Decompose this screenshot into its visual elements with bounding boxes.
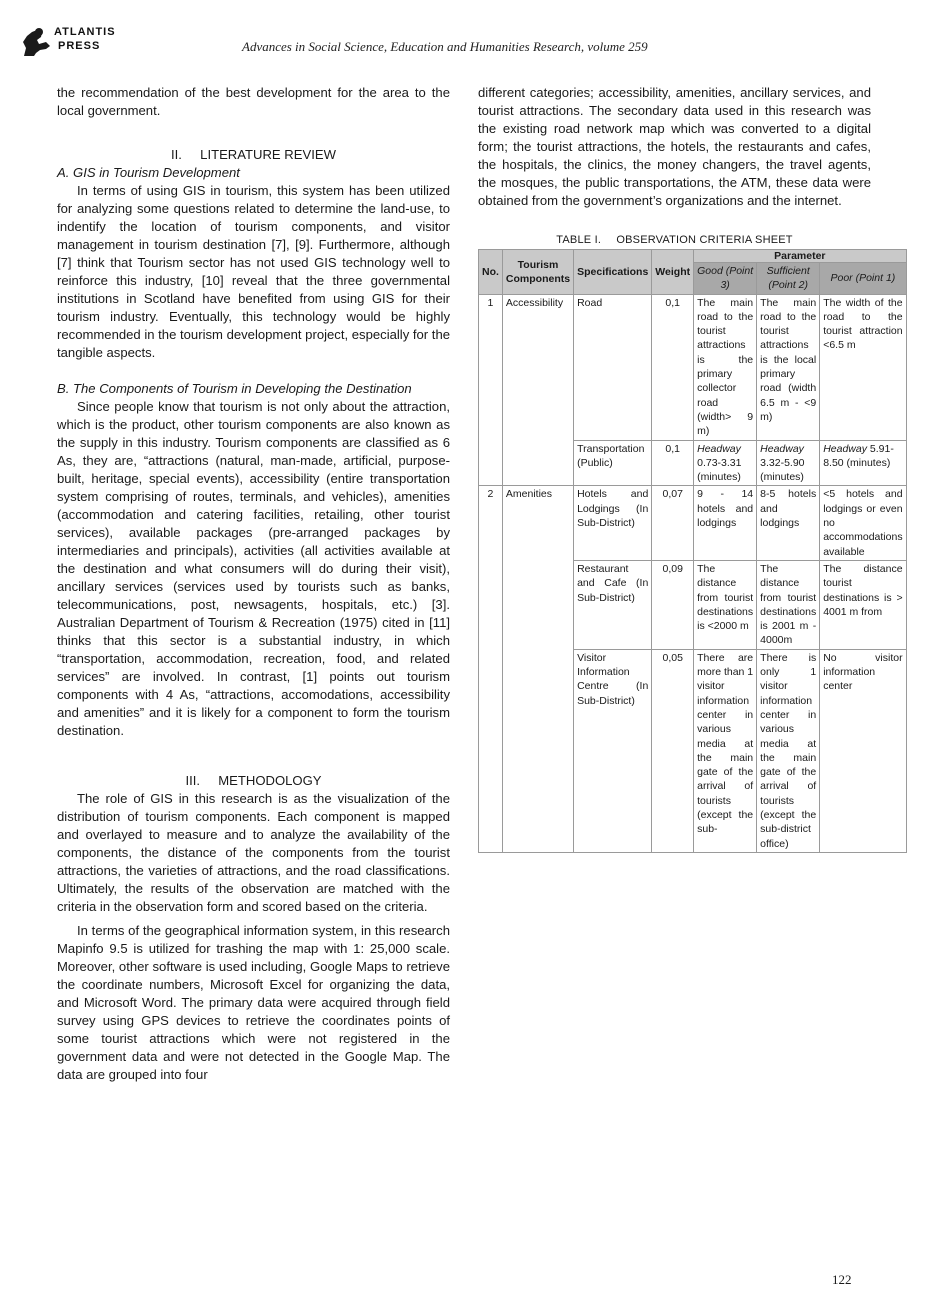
- cell-weight: 0,1: [652, 294, 694, 440]
- section-title: LITERATURE REVIEW: [200, 147, 336, 162]
- cell-component: Amenities: [502, 486, 573, 852]
- cell-poor: The width of the road to the tourist attraction <6.5 m: [820, 294, 906, 440]
- right-column: [478, 84, 871, 210]
- page-number: 122: [832, 1272, 852, 1287]
- cell-poor: The distance tourist destinations is > 4001 m from: [820, 560, 906, 649]
- cell-sufficient-italic: Headway: [760, 442, 804, 455]
- header-sufficient: Sufficient (Point 2): [757, 263, 820, 295]
- cell-sufficient: The main road to the tourist attractions is the local primary road (width 6.5 m - <9 m): [757, 294, 820, 440]
- section-title: METHODOLOGY: [218, 773, 322, 788]
- left-column: [57, 84, 450, 1084]
- cell-good: The distance from tourist destinations is <2000 m: [694, 560, 757, 649]
- cell-spec: Hotels and Lodgings (In Sub-District): [574, 486, 652, 560]
- paragraph-methodology-2: In terms of the geographical information system, in this research Mapinfo 9.5 is utilized for trashing the map with 1: 25,000 scale. Moreover, other software is used including, Google Maps to retrieve the coordinate numbers, Microsoft Excel for organizing the data, and Microsoft Word. The primary data were acquired through field survey using GPS devices to retrieve the coordinates points of some tourist attractions which were not registered in the government data and were not detected in the Google Map. The data are grouped into four: [57, 923, 450, 1082]
- cell-spec: Transportation (Public): [574, 440, 652, 486]
- paragraph-gis-tourism: In terms of using GIS in tourism, this system has been utilized for analyzing some questions related to determine the land-use, to indentify the location of tourism components, and visitor management in tourism destination [7], [9]. Furthermore, although [7] think that Tourism sector has not used GIS technology well to reinforce this industry, [10] reveal that the three governmental institutions in Scotland have benefited from using GIS for their tourism industry. Eventually, this technology would be highly recommended in the tourism development project, especially for the tangible aspects.: [57, 183, 451, 360]
- header-parameter: Parameter: [694, 250, 906, 263]
- header-no: No.: [479, 250, 503, 295]
- cell-sufficient: 8-5 hotels and lodgings: [757, 486, 820, 560]
- cell-good: 9 - 14 hotels and lodgings: [694, 486, 757, 560]
- cell-poor: [820, 440, 906, 486]
- cell-weight: 0,1: [652, 440, 694, 486]
- observation-criteria-table: [478, 249, 907, 853]
- header-weight: Weight: [652, 250, 694, 295]
- cell-spec: Visitor Information Centre (In Sub-District): [574, 649, 652, 852]
- header-good: Good (Point 3): [694, 263, 757, 295]
- cell-sufficient: The distance from tourist destinations is 2001 m - 4000m: [757, 560, 820, 649]
- subsection-heading-a: A. GIS in Tourism Development: [57, 165, 240, 180]
- publisher-logo: [18, 22, 148, 62]
- cell-spec: Restaurant and Cafe (In Sub-District): [574, 560, 652, 649]
- header-specifications: Specifications: [574, 250, 652, 295]
- logo-wordmark: [54, 25, 116, 53]
- paragraph-methodology-1: The role of GIS in this research is as the visualization of the distribution of tourism components. Each component is mapped and overlayed to measure and to analyze the availability of the components, the distance of the components from the tourist attractions, the varieties of attractions, and the road classifications. Ultimately, the results of the observation are matched with the criteria in the observation form and scored based on the criteria.: [57, 791, 450, 914]
- subsection-heading-b: B. The Components of Tourism in Developing the Destination: [57, 381, 412, 396]
- cell-sufficient-text: 3.32-5.90 (minutes): [760, 456, 805, 484]
- section-number: III.: [185, 773, 201, 788]
- cell-weight: 0,09: [652, 560, 694, 649]
- cell-poor: No visitor information center: [820, 649, 906, 852]
- cell-good-text: 0.73-3.31 (minutes): [697, 456, 742, 484]
- cell-sufficient: [757, 440, 820, 486]
- cell-good-italic: Headway: [697, 442, 741, 455]
- section-heading-literature: [57, 146, 450, 164]
- cell-component: Accessibility: [502, 294, 573, 486]
- table-caption: [478, 233, 871, 247]
- section-heading-methodology: [57, 772, 450, 790]
- logo-line2: PRESS: [58, 40, 101, 52]
- table-row: [479, 486, 907, 560]
- cell-sufficient: There is only 1 visitor information center in various media at the main gate of the arrival of tourists (except the sub-district office): [757, 649, 820, 852]
- cell-spec: Road: [574, 294, 652, 440]
- cell-good: The main road to the tourist attractions is the primary collector road (width> 9 m): [694, 294, 757, 440]
- cell-good: [694, 440, 757, 486]
- paragraph-data-categories: different categories; accessibility, amenities, ancillary services, and tourist attractions. The secondary data used in this research was the existing road network map which was converted to a digital form; the tourist attractions, the hotels, the restaurants and cafes, the hospitals, the clinics, the money changers, the travel agents, the mosques, the public transportations, the ATM, these data were obtained from the government’s organizations and the internet.: [478, 85, 871, 208]
- cell-good: There are more than 1 visitor information center in various media at the main gate of the arrival of tourists (except the sub-: [694, 649, 757, 852]
- page-header: [18, 22, 908, 62]
- table-row: [479, 294, 907, 440]
- cell-poor-italic: Headway: [823, 442, 867, 455]
- header-poor: Poor (Point 1): [820, 263, 906, 295]
- header-components: Tourism Components: [502, 250, 573, 295]
- cell-no: 1: [479, 294, 503, 486]
- intro-paragraph: the recommendation of the best development for the area to the local government.: [57, 85, 450, 118]
- table-title: OBSERVATION CRITERIA SHEET: [616, 234, 793, 246]
- thinker-silhouette-icon: [20, 26, 54, 58]
- cell-poor-text: 5.91-8.50 (minutes): [823, 442, 894, 469]
- cell-no: 2: [479, 486, 503, 852]
- cell-weight: 0,07: [652, 486, 694, 560]
- section-number: II.: [171, 147, 182, 162]
- table-label: TABLE I.: [556, 234, 602, 246]
- journal-title: Advances in Social Science, Education and Humanities Research, volume 259: [242, 39, 648, 54]
- cell-poor: <5 hotels and lodgings or even no accommodations available: [820, 486, 906, 560]
- paragraph-tourism-components: Since people know that tourism is not only about the attraction, which is the product, other tourism components are also known as the supply in this industry. Tourism components are classified as 6 As, they are, “attractions (natural, man-made, artificial, purpose-built, heritage, special events), accessibility (entire transportation system comprising of routes, terminals, and vehicles), amenities (accommodation and catering facilities, retailing, other tourist services), available packages (pre-arranged packages by intermediaries and principals), activities (all activities available at the destination and what consumers will do during their visit), ancillary services (services used by tourists such as banks, telecommunications, post, newsagents, hospitals, etc.) [3]. Australian Department of Tourism & Recreation (1975) cited in [11] thinks that this sector is a substantial industry, in which “transportation, accommodation, recreation, food, and related services” are involved. In contrast, [1] points out tourism components with 4 As, “attractions, accomodations, accessibility and amenities” and it is likely for a component to form the tourism destination.: [57, 399, 450, 738]
- cell-weight: 0,05: [652, 649, 694, 852]
- logo-line1: ATLANTIS: [54, 26, 116, 38]
